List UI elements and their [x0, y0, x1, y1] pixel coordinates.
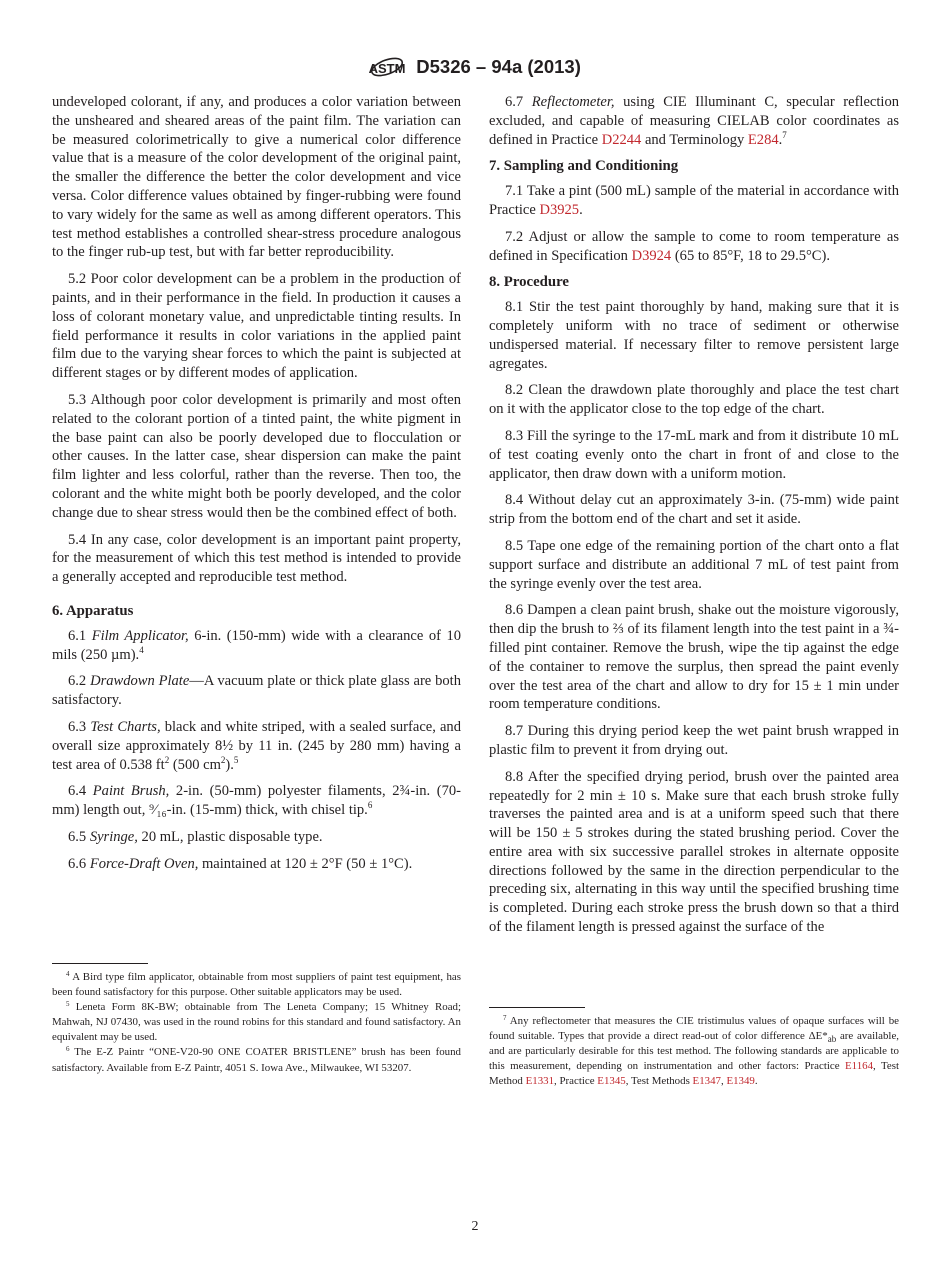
text-run: maintained at 120 ± 2°F (50 ± 1°C).	[198, 855, 413, 872]
text-run: .	[579, 201, 583, 218]
paragraph	[52, 828, 461, 847]
text-run: and Terminology	[641, 131, 748, 148]
standard-link[interactable]: D2244	[601, 131, 642, 148]
standard-link[interactable]: E1164	[845, 1060, 874, 1073]
text-run: 6.5	[68, 828, 90, 845]
text-run: 8.6 Dampen a clean paint brush, shake out the moisture vigorously, then dip the brush to ⅔ of its filament length into the test paint in a ¾-filled pint container. Remove the brush, wipe the tip against the edge of the container to remove the surplus, then spread the paint evenly over the test area of the chart and allow to dry for 15 ± 1 min under room temperature conditions.	[489, 602, 899, 713]
text-run: 8.4 Without delay cut an approximately 3-in. (75-mm) wide paint strip from the bottom end of the chart and set it aside.	[489, 492, 899, 528]
page-number: 2	[471, 1219, 479, 1234]
text-run: 5.2 Poor color development can be a problem in the production of paints, and in their performance in the field. In production it causes a loss of colorant monetary value, and unpredictable tinting results. In field performance it results in color variations in the applied paint film due to the varying shear forces to which the paint is subjected at different stages or by different modes of application.	[52, 271, 461, 382]
item-title: Drawdown Plate	[90, 673, 190, 690]
paragraph	[489, 182, 899, 220]
text-run: using CIE Illuminant C, specular reflection excluded, and capable of measuring CIELAB color coordinates as defined in Practice	[489, 94, 899, 148]
text-run: (500 cm	[169, 756, 221, 773]
paragraph	[52, 391, 461, 523]
standard-link[interactable]: E1347	[692, 1075, 721, 1088]
text-run: 8.5 Tape one edge of the remaining portion of the chart onto a flat support surface and distribute an additional 7 mL of test paint from the syringe evenly over the test area.	[489, 537, 899, 592]
text-run: 8.1 Stir the test paint thoroughly by hand, making sure that it is completely uniform with no trace of sediment or otherwise undispersed material. If necessary filter to remove persistent large agregates.	[489, 299, 899, 372]
section-heading: 7. Sampling and Conditioning	[489, 158, 679, 175]
paragraph	[489, 93, 899, 149]
text-run: , Test Methods	[625, 1075, 693, 1088]
superscript: 7	[503, 1014, 507, 1022]
footnote	[52, 1000, 461, 1045]
paragraph	[489, 768, 899, 937]
text-run: 2-in. (50-mm) polyester filaments, 2¾-in. (70-mm) length out, ⁹⁄₁₆-in. (15-mm) thick, with chisel tip.	[52, 783, 462, 819]
superscript: 2	[220, 754, 226, 765]
text-run: 8.2 Clean the drawdown plate thoroughly and place the test chart on it with the applicator close to the top edge of the chart.	[489, 382, 899, 418]
text-run: Leneta Form 8K-BW; obtainable from The Leneta Company; 15 Whitney Road; Mahwah, NJ 07430, was used in the round robins for this standard and found satisfactory. An equivalent may be used.	[52, 1001, 461, 1044]
paragraph	[52, 782, 461, 820]
text-run: 8.8 After the specified drying period, brush over the painted area repeatedly for 2 min ± 10 s. Make sure that each brush stroke fully traverses the painted area and is at a uniform speed such that there will be 150 ± 5 strokes during the stated brushing period. Cover the entire area with six successive parallel strokes in alternate opposite directions followed by the same in the direction perpendicular to the preceding six, alternating in this way until the specified brushing time is completed. During each stroke press the brush down so that a third of the filament length is pressed against the surface of the	[489, 768, 899, 936]
text-run: 6.2	[68, 673, 91, 690]
footnotes-left	[52, 970, 461, 1076]
left-column	[52, 93, 461, 881]
text-run: , Test Method	[489, 1060, 899, 1088]
paragraph	[52, 855, 461, 874]
text-run: .	[754, 1075, 758, 1088]
item-title: Force-Draft Oven,	[89, 855, 199, 872]
paragraph	[52, 672, 461, 710]
superscript: 4	[139, 644, 144, 655]
standard-designation: D5326 – 94a (2013)	[416, 56, 581, 77]
superscript: 6	[66, 1045, 70, 1054]
section-heading: 8. Procedure	[489, 274, 569, 291]
paragraph	[52, 531, 461, 587]
footnote	[489, 1014, 899, 1089]
footnote-divider	[489, 1007, 585, 1008]
text-run: undeveloped colorant, if any, and produces a color variation between the unsheared and sheared areas of the paint film. The variation can be measured colorimetrically to give a numerical color difference value that is a measure of the color development of the original paint, the smaller the difference the better the color development and vice versa. Color difference values obtained by finger-rubbing were found to vary widely for the same as well as among different operators. This test method establishes a controlled shear-stress procedure analogous to the finger rub-up test, but with far better reproducibility.	[52, 94, 461, 261]
text-run: —A vacuum plate or thick plate glass are both satisfactory.	[52, 673, 461, 709]
superscript: 5	[233, 754, 239, 765]
text-run: The E-Z Paintr “ONE-V20-90 ONE COATER BRISTLENE” brush has been found satisfactory. Available from E-Z Paintr, 4051 S. Iowa Ave., Milwaukee, WI 53207.	[52, 1046, 461, 1074]
standard-link[interactable]: E284	[747, 131, 779, 148]
astm-logo-icon	[369, 52, 405, 82]
item-title: Paint Brush,	[92, 783, 170, 800]
item-title: Reflectometer,	[531, 94, 615, 110]
superscript: 6	[367, 800, 373, 811]
right-column	[489, 93, 899, 945]
text-run: .	[778, 131, 783, 148]
paragraph	[489, 491, 899, 529]
standard-link[interactable]: E1331	[525, 1075, 555, 1088]
text-run: 6.3	[68, 718, 91, 735]
text-run: 6.4	[68, 783, 93, 800]
text-run: black and white striped, with a sealed surface, and overall size approximately 8½ by 11 in. (245 by 280 mm) having a test area of 0.538 ft	[52, 718, 461, 773]
paragraph	[52, 93, 461, 262]
item-title: Film Applicator,	[91, 627, 189, 644]
superscript: 5	[66, 1000, 70, 1009]
text-run: ,	[720, 1075, 727, 1088]
text-run: 5.3 Although poor color development is primarily and most often related to the colorant portion of a tinted paint, the white pigment in the base paint can also be poorly developed due to flocculation or other causes. In the latter case, shear dispersion can make the paint film lighter and less colorful, rather than the reverse. Then too, the colorant and the white might both be poorly developed, and the color change due to shear stress would then be the combined effect of both.	[52, 391, 461, 521]
paragraph	[489, 427, 899, 483]
item-title: Test Charts,	[90, 718, 161, 735]
standard-link[interactable]: E1345	[597, 1075, 626, 1088]
subscript: ab	[827, 1034, 837, 1045]
paragraph	[52, 718, 461, 774]
section-heading: 6. Apparatus	[52, 602, 134, 619]
text-run: ).	[225, 756, 234, 773]
paragraph	[489, 228, 899, 266]
paragraph	[489, 381, 899, 419]
paragraph	[52, 270, 461, 383]
text-run: are available, and are particularly desirable for this test method. The following standards are applicable to this measurement, depending on instrumentation and other factors: Practice	[489, 1030, 900, 1073]
item-title: Syringe,	[89, 828, 138, 845]
text-run: 20 mL, plastic disposable type.	[137, 828, 323, 845]
standard-link[interactable]: D3925	[539, 201, 580, 218]
paragraph	[489, 601, 899, 714]
text-run: (65 to 85°F, 18 to 29.5°C).	[671, 247, 830, 264]
text-run: , Practice	[554, 1075, 598, 1088]
text-run: 6.6	[68, 855, 90, 872]
text-run: 5.4 In any case, color development is an important paint property, for the measurement of which this test method is intended to provide a generally accepted and reproducible test method.	[52, 531, 461, 586]
text-run: 6.1	[68, 627, 92, 644]
svg-text:ASTM: ASTM	[369, 61, 406, 76]
superscript: 7	[782, 129, 787, 140]
superscript: 2	[164, 754, 170, 765]
text-run: 8.3 Fill the syringe to the 17-mL mark and from it distribute 10 mL of test coating evenly onto the chart in front of and close to the applicator, then draw down with a uniform motion.	[489, 427, 899, 482]
paragraph	[489, 298, 899, 373]
paragraph	[52, 627, 461, 665]
paragraph	[489, 537, 899, 593]
text-run: 6-in. (150-mm) wide with a clearance of 10 mils (250 µm).	[52, 627, 461, 663]
page-header	[0, 52, 950, 82]
standard-link[interactable]: D3924	[631, 247, 672, 264]
text-run: 8.7 During this drying period keep the wet paint brush wrapped in plastic film to prevent it from drying out.	[489, 723, 899, 758]
standard-link[interactable]: E1349	[726, 1075, 755, 1088]
footnote-divider	[52, 963, 148, 964]
text-run: 7.1 Take a pint (500 mL) sample of the material in accordance with Practice	[489, 183, 899, 218]
text-run: A Bird type film applicator, obtainable from most suppliers of paint test equipment, has been found satisfactory for this purpose. Other suitable applicators may be used.	[52, 971, 461, 999]
text-run: Any reflectometer that measures the CIE tristimulus values of opaque surfaces will be found suitable. Types that provide a direct read-out of color difference ΔE*	[489, 1015, 899, 1043]
text-run: 7.2 Adjust or allow the sample to come to room temperature as defined in Specification	[489, 228, 899, 264]
footnote	[52, 1045, 461, 1075]
footnote	[52, 970, 461, 1000]
superscript: 4	[66, 970, 70, 978]
paragraph	[489, 722, 899, 760]
footnotes-right	[489, 1014, 899, 1089]
text-run: 6.7	[505, 94, 532, 110]
